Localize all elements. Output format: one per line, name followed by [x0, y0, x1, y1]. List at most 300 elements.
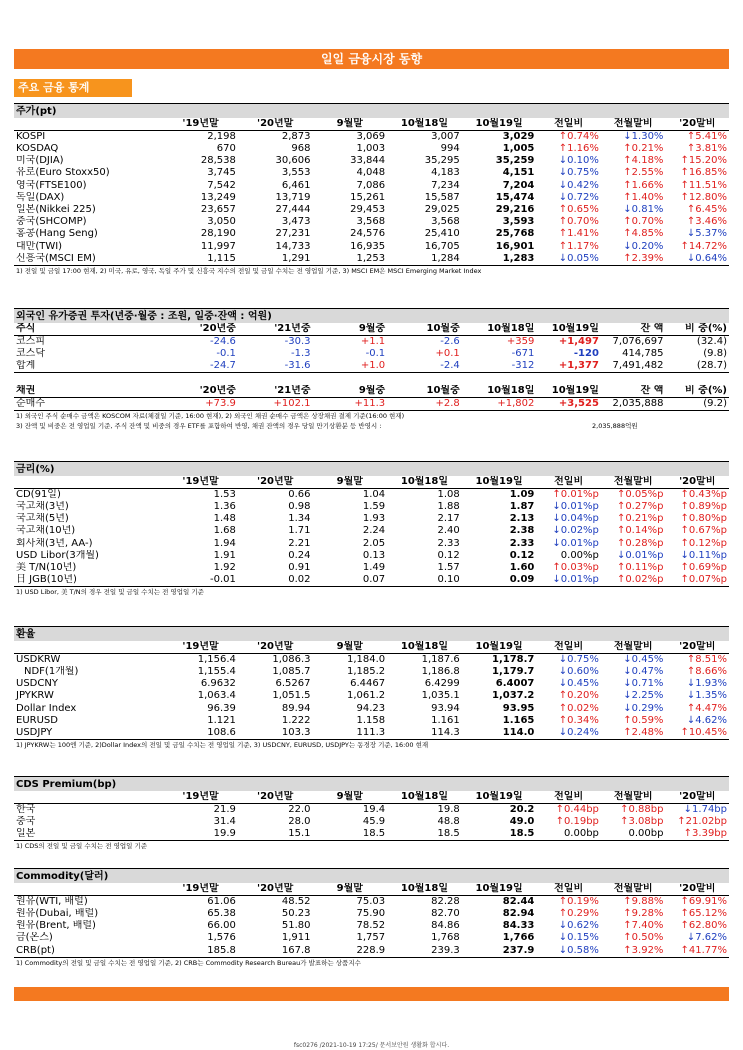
column-header: 9월중 [313, 323, 388, 336]
row-label: CD(91일) [16, 489, 61, 500]
table-cell: 0.12 [437, 549, 460, 561]
row-label: 금(온스) [16, 932, 53, 944]
table-cell: 30,606 [275, 155, 311, 167]
column-header: '20년중 [163, 385, 238, 398]
table-cell: ↓0.20% [623, 240, 664, 252]
table-cell: ↑0.50% [623, 932, 664, 944]
table-cell: 13,249 [200, 191, 236, 203]
table-cell: -24.7 [163, 360, 238, 373]
table-cell: 1,253 [313, 253, 388, 266]
table-cell: 29,216 [495, 204, 535, 216]
column-header [14, 118, 163, 131]
fx-note: 1) JPYKRW는 100엔 기준, 2)Dollar Index의 전일 및 금일 수치는 전 영업일 기준, 3) USDCNY, EURUSD, USDJPY는 동경장 기준, 16:00 현재 [16, 740, 429, 749]
table-cell: 994 [440, 143, 460, 155]
table-cell: -671 [511, 348, 535, 360]
table-cell: 29,025 [424, 204, 460, 216]
table-cell: ↓0.58% [536, 945, 601, 958]
table-row [14, 143, 729, 155]
table-cell: ↑0.02% [558, 702, 599, 714]
column-header: '19년말 [163, 641, 238, 654]
row-label: KOSDAQ [16, 143, 59, 155]
column-header: 전일비 [536, 476, 601, 489]
table-row [14, 501, 729, 513]
column-header: 10월19일 [536, 323, 601, 336]
table-cell: ↑9.28% [623, 908, 664, 920]
column-header: 10월18일 [387, 641, 462, 654]
spacer [14, 373, 729, 385]
table-cell: 1,156.4 [197, 654, 236, 665]
table-cell: 3,007 [431, 131, 460, 142]
table-cell: 16,901 [495, 240, 535, 252]
row-label: 한국 [16, 804, 36, 815]
table-cell: ↑4.47% [686, 702, 727, 714]
table-cell: 2,198 [207, 131, 236, 142]
table-cell: ↓2.25% [623, 690, 664, 702]
foreign-note-2-text: 3) 잔액 및 비중은 전 영업일 기준, 주식 잔액 및 비중의 경우 ETF를 포함하여 반영, 채권 잔액의 경우 당일 만기상환분 등 반영시 : [16, 422, 382, 431]
table-row [14, 167, 729, 179]
column-header: '20년말 [238, 476, 313, 489]
row-label: 日 JGB(10년) [14, 574, 163, 587]
row-label: 유로(Euro Stoxx50) [16, 167, 110, 179]
column-header: '20말비 [665, 791, 729, 804]
table-cell: 18.5 [462, 828, 537, 841]
table-cell: 22.0 [288, 804, 311, 815]
table-cell: ↑62.80% [680, 920, 727, 932]
table-cell: +3,525 [536, 398, 601, 411]
table-cell: ↑0.44bp [555, 804, 599, 815]
row-label: 독일(DAX) [16, 191, 65, 203]
table-cell: 7,542 [207, 179, 236, 191]
table-row [14, 513, 729, 525]
table-cell: ↑0.74% [558, 131, 599, 142]
column-header [14, 641, 163, 654]
table-cell: +73.9 [163, 398, 238, 411]
table-cell: 1,155.4 [197, 666, 236, 678]
table-cell: 0.00bp [536, 828, 601, 841]
table-cell: 7,204 [502, 179, 535, 191]
table-cell: 15,261 [350, 191, 386, 203]
table-cell: 65.38 [207, 908, 236, 920]
table-cell: 1.08 [437, 489, 460, 500]
table-cell: ↓1.30% [623, 131, 664, 142]
foreign-note-1: 1) 외국인 주식 순매수 금액은 KOSCOM 자료(체결일 기준, 16:00 현재), 2) 외국인 채권 순매수 금액은 상장채권 결제 기준(16:00 현재) [16, 412, 405, 421]
table-cell: 4,048 [356, 167, 386, 179]
table-cell: 228.9 [313, 945, 388, 958]
table-cell: ↑0.07%p [665, 574, 729, 587]
table-cell: ↑0.70% [558, 216, 599, 228]
table-cell: 33,844 [350, 155, 386, 167]
table-cell: 1.49 [362, 562, 386, 574]
table-cell: ↓4.62% [686, 714, 727, 726]
rates-section [14, 461, 729, 597]
row-label: 코스피 [16, 336, 45, 347]
table-row [14, 715, 729, 727]
row-label: 순매수 [14, 398, 163, 411]
row-label: NDF(1개월) [24, 666, 79, 678]
table-cell: ↓0.01%p [552, 537, 599, 549]
table-cell: ↓1.74bp [683, 804, 727, 815]
table-cell: ↓0.45% [558, 678, 599, 690]
table-row [14, 204, 729, 216]
table-cell: 25,410 [424, 228, 460, 240]
table-cell: 15,474 [495, 191, 535, 203]
table-cell: ↑8.51% [686, 654, 727, 665]
row-label: USDKRW [16, 654, 61, 665]
table-cell: ↑16.85% [680, 167, 727, 179]
table-cell: ↑1.41% [558, 228, 599, 240]
table-cell: ↓0.45% [623, 654, 664, 665]
table-cell: ↑15.20% [680, 155, 727, 167]
cds-title: CDS Premium(bp) [14, 776, 729, 791]
table-cell: 28.0 [288, 816, 311, 828]
commodity-table [14, 883, 729, 958]
table-cell: 1.88 [437, 501, 460, 513]
table-cell: -0.1 [216, 348, 236, 360]
table-cell: ↑0.88bp [620, 804, 664, 815]
table-cell: ↓0.60% [558, 666, 599, 678]
table-cell: 108.6 [163, 727, 238, 740]
table-cell: 1.48 [213, 513, 236, 525]
table-cell: 1,185.2 [346, 666, 386, 678]
table-cell: 7,491,482 [601, 360, 666, 373]
table-cell: 45.9 [362, 816, 386, 828]
table-row [14, 574, 729, 587]
table-cell: 0.02 [238, 574, 313, 587]
table-row [14, 192, 729, 204]
table-row [14, 703, 729, 715]
column-header: '20년말 [238, 641, 313, 654]
table-cell: ↑0.70% [623, 216, 664, 228]
table-cell: 3,473 [281, 216, 311, 228]
table-cell: 1.93 [362, 513, 386, 525]
table-cell: ↓0.81% [623, 204, 664, 216]
table-cell: 1,085.7 [272, 666, 311, 678]
table-cell: ↑8.66% [686, 666, 727, 678]
column-header: 10월19일 [462, 883, 537, 896]
table-cell: 111.3 [313, 727, 388, 740]
table-cell: ↑7.40% [623, 920, 664, 932]
table-cell: 1,766 [502, 932, 535, 944]
table-cell: 1,005 [502, 143, 535, 155]
row-label: 美 T/N(10년) [16, 562, 77, 574]
table-cell: ↓0.04%p [552, 513, 599, 525]
column-header: 10월19일 [462, 791, 537, 804]
table-cell: 13,719 [275, 191, 311, 203]
table-row [14, 920, 729, 932]
table-cell: 2,873 [281, 131, 311, 142]
header-row [14, 323, 729, 336]
table-cell: 1,187.6 [421, 654, 460, 665]
table-cell: 2.40 [437, 525, 460, 537]
table-cell: -31.6 [238, 360, 313, 373]
column-header: 10월19일 [536, 385, 601, 398]
table-cell: -30.3 [284, 336, 311, 347]
rates-note: 1) USD Libor, 美 T/N의 경우 전일 및 금일 수치는 전 영업일 기준 [16, 588, 204, 597]
table-cell: ↓0.62% [558, 920, 599, 932]
table-cell: 7,076,697 [612, 336, 664, 347]
column-header: 10월19일 [462, 476, 537, 489]
stocks-note: 1) 전일 및 금일 17:00 현재, 2) 미국, 유로, 영국, 독일 주가 및 신흥국 지수의 전일 및 금일 수치는 전 영업일 기준, 3) MSCI EM은 MSCI Emerging Market Index [16, 266, 482, 275]
table-cell: 82.70 [431, 908, 460, 920]
table-cell: 27,444 [275, 204, 311, 216]
table-cell: +359 [506, 336, 535, 347]
table-cell: ↓7.62% [686, 932, 727, 944]
table-cell: 1,051.5 [272, 690, 311, 702]
column-header: 전일비 [536, 641, 601, 654]
table-cell: ↑0.89%p [680, 501, 727, 513]
table-cell: 6.4299 [424, 678, 460, 690]
column-header: 10월18일 [462, 385, 537, 398]
table-cell: -0.1 [365, 348, 386, 360]
table-cell: ↑1.17% [558, 240, 599, 252]
table-cell: 51.80 [281, 920, 311, 932]
table-row [14, 562, 729, 574]
table-cell: 1.92 [213, 562, 236, 574]
table-cell: ↓0.01%p [552, 501, 599, 513]
table-cell: 20.2 [509, 804, 535, 815]
table-cell: 1.04 [362, 489, 386, 500]
table-cell: ↑0.27%p [616, 501, 664, 513]
foreign-title: 외국인 유가증권 투자(년중·월중 : 조원, 일중·잔액 : 억원) [14, 308, 729, 323]
table-cell: ↓0.11%p [680, 549, 727, 561]
table-cell: 1,003 [356, 143, 386, 155]
table-cell: +1.0 [313, 360, 388, 373]
column-header: '20말비 [665, 641, 729, 654]
table-cell: 1.222 [281, 714, 311, 726]
table-cell: 1,179.7 [491, 666, 535, 678]
table-row [14, 216, 729, 228]
column-header: 9월말 [313, 118, 388, 131]
table-cell: 1,061.2 [346, 690, 386, 702]
table-cell: 15,587 [424, 191, 460, 203]
footer: fsc0276 /2021-10-19 17:25/ 문서보안원 생활화 합시다. [293, 1042, 450, 1049]
table-cell: -1.3 [290, 348, 311, 360]
column-header: 10월18일 [462, 323, 537, 336]
table-cell: 3,029 [502, 131, 535, 142]
table-row [14, 727, 729, 740]
table-cell: 1.36 [213, 501, 236, 513]
row-label: 홍콩(Hang Seng) [16, 228, 98, 240]
table-cell: ↑4.85% [623, 228, 664, 240]
table-cell: ↓0.64% [665, 253, 729, 266]
table-cell: 1,178.7 [491, 654, 535, 665]
table-cell: 1,184.0 [346, 654, 386, 665]
table-cell: ↓0.75% [558, 654, 599, 665]
table-cell: 3,568 [356, 216, 386, 228]
table-cell: 89.94 [281, 702, 311, 714]
column-header [14, 883, 163, 896]
table-cell: 103.3 [238, 727, 313, 740]
table-row [14, 932, 729, 944]
column-header: '20말비 [665, 118, 729, 131]
table-cell: 24,576 [350, 228, 386, 240]
table-row [14, 228, 729, 240]
table-cell: 3,050 [207, 216, 236, 228]
column-header: 9월말 [313, 791, 388, 804]
fx-title: 환율 [14, 626, 729, 641]
table-cell: ↑14.72% [680, 240, 727, 252]
column-header: '20년중 [163, 323, 238, 336]
row-label: 대만(TWI) [16, 240, 63, 252]
table-cell: -24.6 [210, 336, 236, 347]
table-cell: 1.158 [356, 714, 386, 726]
table-cell: 28,538 [200, 155, 236, 167]
column-header: 비 중(%) [665, 323, 729, 336]
row-label: JPYKRW [16, 690, 54, 702]
table-cell: 2.17 [437, 513, 460, 525]
table-cell: 15.1 [238, 828, 313, 841]
column-header: '20말비 [665, 883, 729, 896]
table-row [14, 666, 729, 678]
column-header: 10월중 [387, 323, 462, 336]
commodity-title: Commodity(달러) [14, 868, 729, 883]
table-cell: 16,935 [350, 240, 386, 252]
table-cell: ↑0.80%p [680, 513, 727, 525]
table-cell: 3,593 [502, 216, 535, 228]
row-label: 신흥국(MSCI EM) [14, 253, 163, 266]
rates-table [14, 476, 729, 587]
row-label: 중국(SHCOMP) [16, 216, 87, 228]
cds-note: 1) CDS의 전일 및 금일 수치는 전 영업일 기준 [16, 842, 148, 851]
table-cell: 1.121 [207, 714, 236, 726]
table-cell: 1,035.1 [421, 690, 460, 702]
table-cell: 670 [216, 143, 236, 155]
table-cell: 35,295 [424, 155, 460, 167]
table-row [14, 253, 729, 266]
table-cell: ↑21.02bp [677, 816, 727, 828]
table-row [14, 816, 729, 828]
table-cell: 82.94 [502, 908, 535, 920]
table-cell: 1.71 [288, 525, 311, 537]
table-cell: ↑0.21%p [616, 513, 664, 525]
row-label: 국고채(3년) [16, 501, 69, 513]
foreign-note-2 [14, 421, 729, 431]
table-cell: 75.03 [356, 896, 386, 907]
table-cell: 1.53 [213, 489, 236, 500]
column-header: '19년말 [163, 118, 238, 131]
stocks-title: 주가(pt) [14, 103, 729, 118]
table-cell: +1,802 [462, 398, 537, 411]
table-cell: ↑11.51% [680, 179, 727, 191]
column-header: '19년말 [163, 883, 238, 896]
table-cell: -2.6 [440, 336, 460, 347]
table-cell: 1,086.3 [272, 654, 311, 665]
table-cell: 19.9 [163, 828, 238, 841]
table-cell: ↓5.37% [686, 228, 727, 240]
fx-table [14, 641, 729, 740]
table-cell: ↓0.24% [536, 727, 601, 740]
table-cell: 1,284 [387, 253, 462, 266]
table-cell: ↓0.47% [623, 666, 664, 678]
table-row [14, 131, 729, 144]
table-cell: 1,063.4 [197, 690, 236, 702]
table-cell: ↑1.66% [623, 179, 664, 191]
stocks-section [14, 103, 729, 276]
table-cell: ↑41.77% [665, 945, 729, 958]
table-cell: 0.00%p [560, 549, 599, 561]
fx-section [14, 626, 729, 750]
row-label: EURUSD [16, 714, 58, 726]
table-cell: ↑0.19bp [555, 816, 599, 828]
table-cell: 6.4467 [350, 678, 386, 690]
table-cell: ↑0.67%p [680, 525, 727, 537]
table-cell: ↓0.05% [536, 253, 601, 266]
table-row [14, 336, 729, 349]
table-cell: ↓0.71% [623, 678, 664, 690]
table-cell: 185.8 [163, 945, 238, 958]
table-row [14, 690, 729, 702]
table-cell: ↑3.81% [686, 143, 727, 155]
column-header: 10월19일 [462, 118, 537, 131]
table-cell: 237.9 [462, 945, 537, 958]
table-row [14, 360, 729, 373]
table-cell: ↑0.03%p [552, 562, 599, 574]
foreign-bond-table [14, 385, 729, 411]
table-cell: 1,037.2 [491, 690, 535, 702]
table-cell: 0.00bp [601, 828, 666, 841]
table-cell: (32.4) [696, 336, 727, 347]
column-header: '21년중 [238, 323, 313, 336]
column-header: 잔 액 [601, 323, 666, 336]
table-cell: 1.09 [509, 489, 535, 500]
header-row [14, 791, 729, 804]
table-cell: ↓1.35% [686, 690, 727, 702]
row-label: 일본(Nikkei 225) [16, 204, 96, 216]
table-cell: 21.9 [213, 804, 236, 815]
table-cell: 7,086 [356, 179, 386, 191]
table-cell: ↑6.45% [686, 204, 727, 216]
table-cell: ↑0.28%p [616, 537, 664, 549]
table-cell: ↑0.34% [558, 714, 599, 726]
table-cell: 1.57 [437, 562, 460, 574]
table-cell: -312 [462, 360, 537, 373]
column-header: 10월중 [387, 385, 462, 398]
column-header: 9월말 [313, 883, 388, 896]
table-cell: 3,069 [356, 131, 386, 142]
table-cell: 1,283 [462, 253, 537, 266]
table-cell: ↑3.92% [601, 945, 666, 958]
column-header: 10월18일 [387, 476, 462, 489]
table-cell: 1,576 [207, 932, 236, 944]
table-cell: 114.3 [387, 727, 462, 740]
table-row [14, 945, 729, 958]
column-header: 10월19일 [462, 641, 537, 654]
table-cell: (9.8) [703, 348, 727, 360]
stocks-table [14, 118, 729, 266]
column-header: '21년중 [238, 385, 313, 398]
column-header: 10월18일 [387, 883, 462, 896]
table-cell: 968 [291, 143, 311, 155]
table-cell: 6.9632 [200, 678, 236, 690]
table-cell: 93.94 [431, 702, 460, 714]
table-cell: ↑69.91% [680, 896, 727, 907]
row-label: Dollar Index [16, 702, 77, 714]
table-cell: 27,231 [275, 228, 311, 240]
table-row [14, 908, 729, 920]
table-cell: (9.2) [665, 398, 729, 411]
table-row [14, 828, 729, 841]
table-cell: 94.23 [356, 702, 386, 714]
table-cell: ↓0.72% [558, 191, 599, 203]
table-cell: 16,705 [424, 240, 460, 252]
table-cell: ↑9.88% [623, 896, 664, 907]
table-cell: 2.13 [509, 513, 535, 525]
column-header [14, 476, 163, 489]
table-cell: 25,768 [495, 228, 535, 240]
column-header: 채권 [14, 385, 163, 398]
table-cell: 18.5 [313, 828, 388, 841]
table-cell: ↓0.29% [623, 702, 664, 714]
